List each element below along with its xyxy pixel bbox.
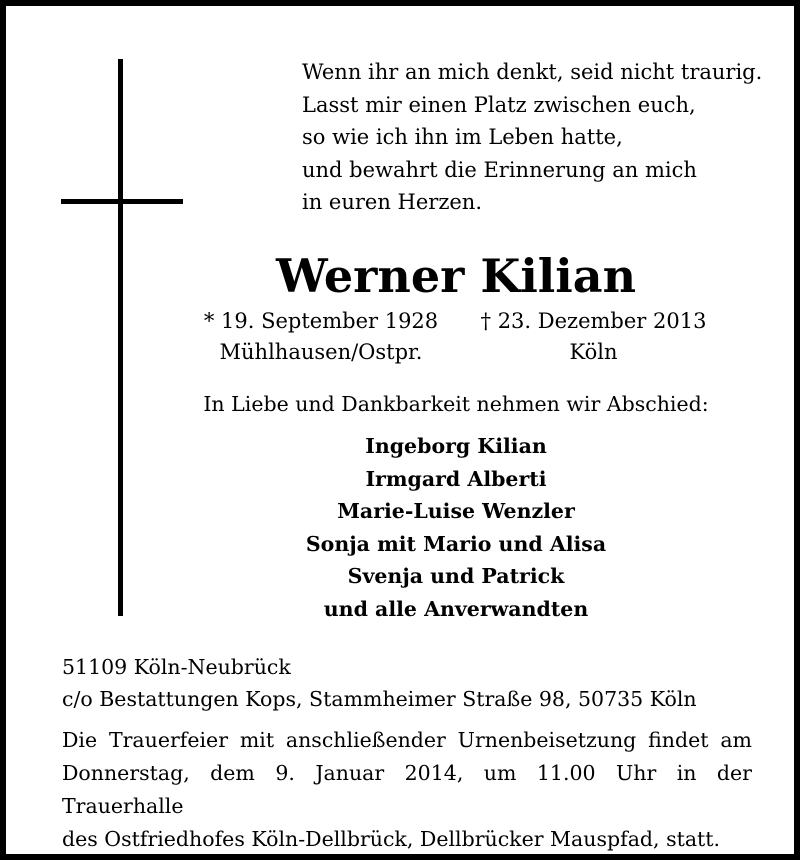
- birth-info: [196, 306, 446, 368]
- mourner-name: Marie-Luise Wenzler: [337, 499, 575, 523]
- address-line-1: 51109 Köln-Neubrück: [62, 655, 291, 679]
- poem-line: und bewahrt die Erinnerung an mich: [302, 157, 697, 182]
- poem-line: Lasst mir einen Platz zwischen euch,: [302, 92, 696, 117]
- address-block: [62, 651, 762, 715]
- cross-icon-horizontal-beam: [61, 199, 183, 204]
- ceremony-info: [62, 724, 752, 856]
- mourner-name: Ingeborg Kilian: [365, 434, 547, 458]
- ceremony-line: Donnerstag, dem 9. Januar 2014, um 11.00 Uhr in der Trauerhalle: [62, 761, 752, 818]
- poem-line: so wie ich ihn im Leben hatte,: [302, 125, 623, 149]
- death-place: Köln: [569, 340, 618, 364]
- poem-line: Wenn ihr an mich denkt, seid nicht traurig.: [302, 60, 763, 84]
- mourner-name: Irmgard Alberti: [365, 466, 547, 491]
- farewell-intro: In Liebe und Dankbarkeit nehmen wir Abschied:: [203, 392, 709, 416]
- poem-line: in euren Herzen.: [302, 190, 483, 214]
- deceased-name: Werner Kilian: [275, 249, 637, 303]
- poem: [302, 56, 782, 219]
- ceremony-line: Die Trauerfeier mit anschließender Urnenbeisetzung findet am: [62, 728, 752, 752]
- birth-date: * 19. September 1928: [203, 309, 439, 333]
- mourner-name: und alle Anverwandten: [323, 596, 589, 621]
- address-line-2: c/o Bestattungen Kops, Stammheimer Straße 98, 50735 Köln: [62, 687, 697, 711]
- mourners-list: [156, 430, 756, 625]
- birth-place: Mühlhausen/Ostpr.: [219, 340, 423, 364]
- ceremony-line: des Ostfriedhofes Köln-Dellbrück, Dellbrücker Mauspfad, statt.: [62, 827, 721, 851]
- mourner-name: Svenja und Patrick: [347, 564, 565, 588]
- cross-icon-vertical-beam: [118, 59, 123, 616]
- death-info: [471, 306, 716, 368]
- death-date: † 23. Dezember 2013: [480, 309, 707, 333]
- mourner-name: Sonja mit Mario und Alisa: [305, 531, 607, 556]
